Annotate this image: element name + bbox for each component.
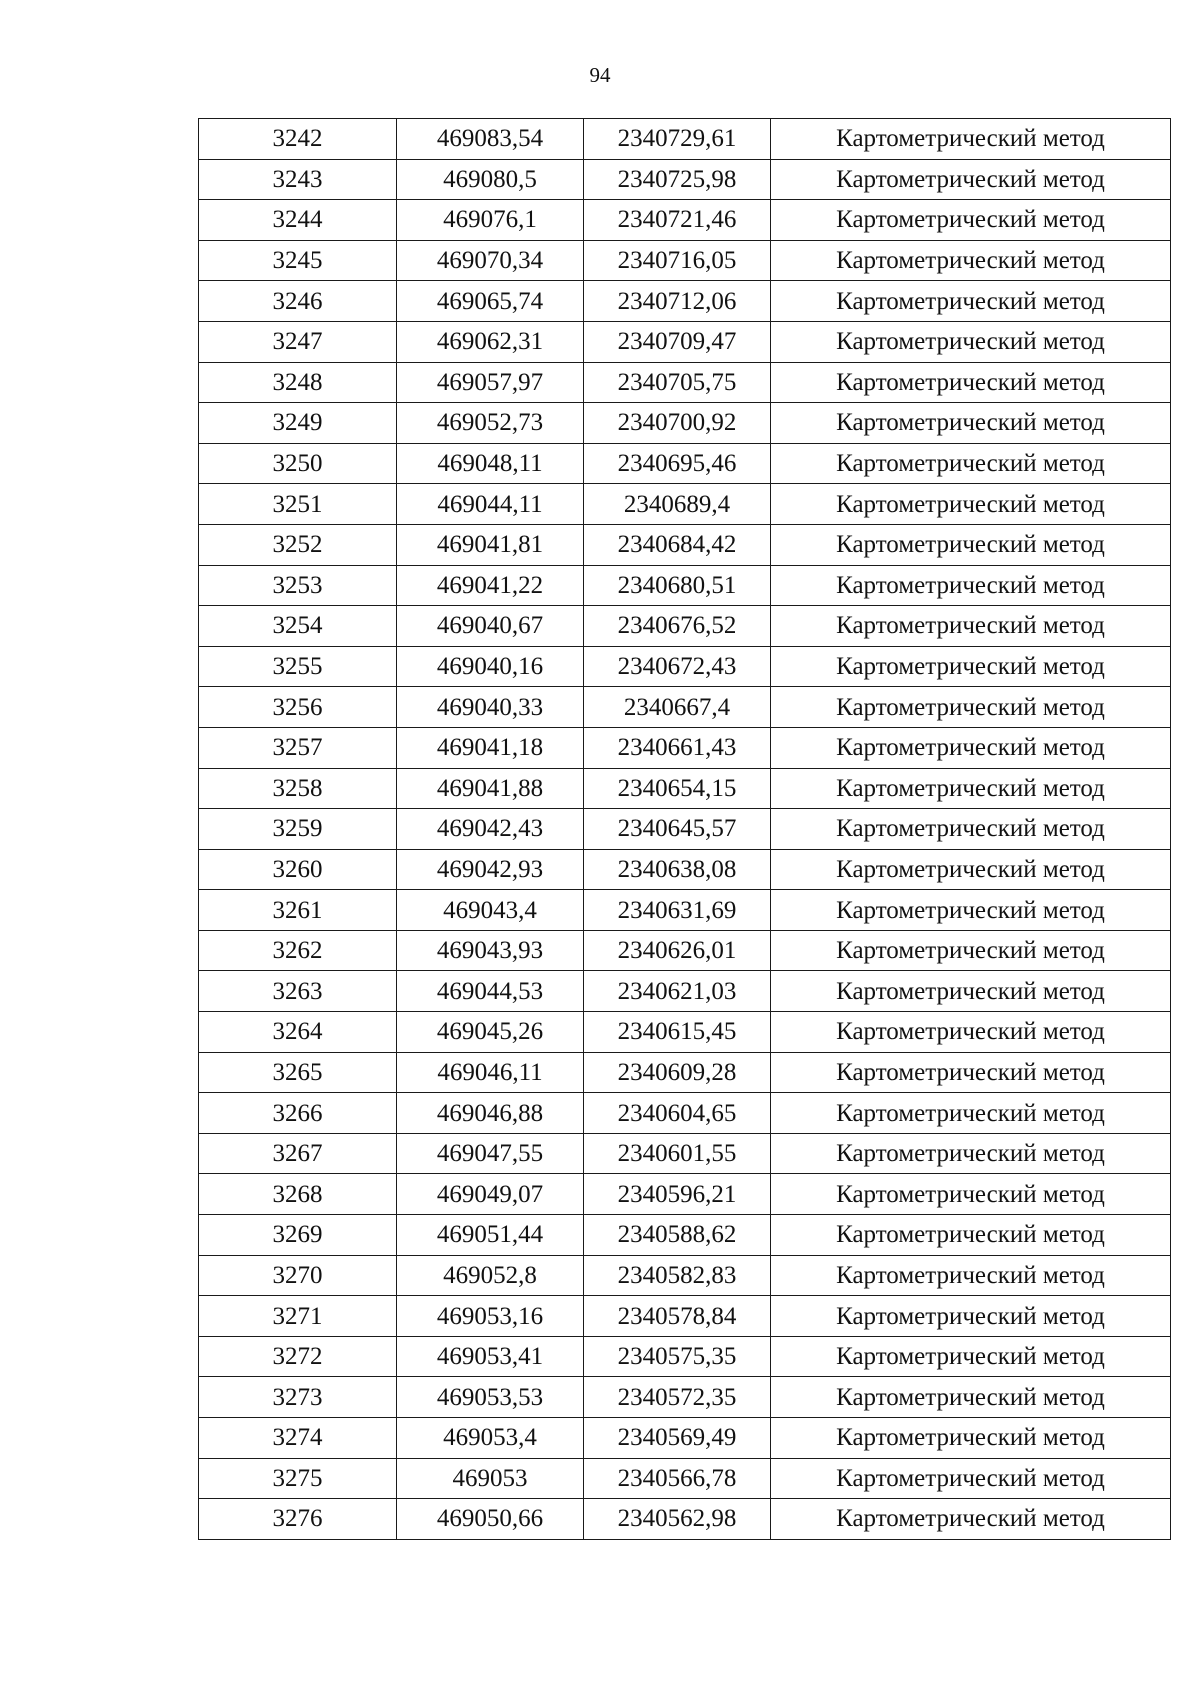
point-number-cell: 3275 bbox=[199, 1458, 397, 1499]
point-number-cell: 3260 bbox=[199, 849, 397, 890]
y-coordinate-cell: 2340645,57 bbox=[584, 809, 771, 850]
table-row bbox=[199, 281, 1171, 322]
method-cell: Картометрический метод bbox=[771, 1133, 1171, 1174]
x-coordinate-cell: 469041,88 bbox=[397, 768, 584, 809]
x-coordinate-cell: 469046,88 bbox=[397, 1093, 584, 1134]
method-cell: Картометрический метод bbox=[771, 443, 1171, 484]
table-row bbox=[199, 1458, 1171, 1499]
method-cell: Картометрический метод bbox=[771, 240, 1171, 281]
x-coordinate-cell: 469083,54 bbox=[397, 119, 584, 160]
point-number-cell: 3266 bbox=[199, 1093, 397, 1134]
y-coordinate-cell: 2340654,15 bbox=[584, 768, 771, 809]
x-coordinate-cell: 469040,16 bbox=[397, 646, 584, 687]
method-cell: Картометрический метод bbox=[771, 1458, 1171, 1499]
method-cell: Картометрический метод bbox=[771, 890, 1171, 931]
point-number-cell: 3272 bbox=[199, 1336, 397, 1377]
x-coordinate-cell: 469052,8 bbox=[397, 1255, 584, 1296]
table-row bbox=[199, 809, 1171, 850]
method-cell: Картометрический метод bbox=[771, 403, 1171, 444]
x-coordinate-cell: 469050,66 bbox=[397, 1499, 584, 1540]
y-coordinate-cell: 2340626,01 bbox=[584, 930, 771, 971]
x-coordinate-cell: 469076,1 bbox=[397, 200, 584, 241]
y-coordinate-cell: 2340572,35 bbox=[584, 1377, 771, 1418]
x-coordinate-cell: 469053,4 bbox=[397, 1418, 584, 1459]
coordinates-table bbox=[198, 118, 1171, 1540]
x-coordinate-cell: 469042,93 bbox=[397, 849, 584, 890]
method-cell: Картометрический метод bbox=[771, 1499, 1171, 1540]
method-cell: Картометрический метод bbox=[771, 1174, 1171, 1215]
y-coordinate-cell: 2340716,05 bbox=[584, 240, 771, 281]
y-coordinate-cell: 2340631,69 bbox=[584, 890, 771, 931]
x-coordinate-cell: 469051,44 bbox=[397, 1215, 584, 1256]
point-number-cell: 3248 bbox=[199, 362, 397, 403]
method-cell: Картометрический метод bbox=[771, 1418, 1171, 1459]
x-coordinate-cell: 469041,81 bbox=[397, 524, 584, 565]
table-row bbox=[199, 1336, 1171, 1377]
y-coordinate-cell: 2340609,28 bbox=[584, 1052, 771, 1093]
point-number-cell: 3244 bbox=[199, 200, 397, 241]
page-number: 94 bbox=[589, 63, 611, 87]
table-row bbox=[199, 849, 1171, 890]
y-coordinate-cell: 2340700,92 bbox=[584, 403, 771, 444]
method-cell: Картометрический метод bbox=[771, 1052, 1171, 1093]
point-number-cell: 3256 bbox=[199, 687, 397, 728]
table-row bbox=[199, 1012, 1171, 1053]
point-number-cell: 3271 bbox=[199, 1296, 397, 1337]
y-coordinate-cell: 2340729,61 bbox=[584, 119, 771, 160]
point-number-cell: 3247 bbox=[199, 321, 397, 362]
x-coordinate-cell: 469045,26 bbox=[397, 1012, 584, 1053]
table-row bbox=[199, 1296, 1171, 1337]
x-coordinate-cell: 469048,11 bbox=[397, 443, 584, 484]
table-row bbox=[199, 768, 1171, 809]
x-coordinate-cell: 469053,53 bbox=[397, 1377, 584, 1418]
method-cell: Картометрический метод bbox=[771, 321, 1171, 362]
table-row bbox=[199, 1255, 1171, 1296]
y-coordinate-cell: 2340661,43 bbox=[584, 727, 771, 768]
method-cell: Картометрический метод bbox=[771, 1093, 1171, 1134]
x-coordinate-cell: 469080,5 bbox=[397, 159, 584, 200]
point-number-cell: 3245 bbox=[199, 240, 397, 281]
method-cell: Картометрический метод bbox=[771, 930, 1171, 971]
y-coordinate-cell: 2340604,65 bbox=[584, 1093, 771, 1134]
point-number-cell: 3265 bbox=[199, 1052, 397, 1093]
method-cell: Картометрический метод bbox=[771, 971, 1171, 1012]
y-coordinate-cell: 2340562,98 bbox=[584, 1499, 771, 1540]
table-row bbox=[199, 930, 1171, 971]
x-coordinate-cell: 469041,22 bbox=[397, 565, 584, 606]
method-cell: Картометрический метод bbox=[771, 687, 1171, 728]
method-cell: Картометрический метод bbox=[771, 524, 1171, 565]
table-row bbox=[199, 200, 1171, 241]
point-number-cell: 3254 bbox=[199, 606, 397, 647]
table-row bbox=[199, 443, 1171, 484]
y-coordinate-cell: 2340569,49 bbox=[584, 1418, 771, 1459]
point-number-cell: 3250 bbox=[199, 443, 397, 484]
method-cell: Картометрический метод bbox=[771, 849, 1171, 890]
point-number-cell: 3261 bbox=[199, 890, 397, 931]
y-coordinate-cell: 2340721,46 bbox=[584, 200, 771, 241]
y-coordinate-cell: 2340680,51 bbox=[584, 565, 771, 606]
method-cell: Картометрический метод bbox=[771, 1296, 1171, 1337]
point-number-cell: 3258 bbox=[199, 768, 397, 809]
x-coordinate-cell: 469053 bbox=[397, 1458, 584, 1499]
table-row bbox=[199, 1377, 1171, 1418]
table-row bbox=[199, 1215, 1171, 1256]
x-coordinate-cell: 469042,43 bbox=[397, 809, 584, 850]
point-number-cell: 3255 bbox=[199, 646, 397, 687]
point-number-cell: 3253 bbox=[199, 565, 397, 606]
table-row bbox=[199, 119, 1171, 160]
table-row bbox=[199, 606, 1171, 647]
method-cell: Картометрический метод bbox=[771, 565, 1171, 606]
table-row bbox=[199, 159, 1171, 200]
point-number-cell: 3263 bbox=[199, 971, 397, 1012]
point-number-cell: 3274 bbox=[199, 1418, 397, 1459]
table-row bbox=[199, 1052, 1171, 1093]
y-coordinate-cell: 2340601,55 bbox=[584, 1133, 771, 1174]
method-cell: Картометрический метод bbox=[771, 1255, 1171, 1296]
method-cell: Картометрический метод bbox=[771, 159, 1171, 200]
point-number-cell: 3243 bbox=[199, 159, 397, 200]
method-cell: Картометрический метод bbox=[771, 484, 1171, 525]
x-coordinate-cell: 469044,11 bbox=[397, 484, 584, 525]
point-number-cell: 3264 bbox=[199, 1012, 397, 1053]
y-coordinate-cell: 2340621,03 bbox=[584, 971, 771, 1012]
x-coordinate-cell: 469040,67 bbox=[397, 606, 584, 647]
method-cell: Картометрический метод bbox=[771, 768, 1171, 809]
x-coordinate-cell: 469062,31 bbox=[397, 321, 584, 362]
x-coordinate-cell: 469053,41 bbox=[397, 1336, 584, 1377]
y-coordinate-cell: 2340575,35 bbox=[584, 1336, 771, 1377]
point-number-cell: 3252 bbox=[199, 524, 397, 565]
table-row bbox=[199, 687, 1171, 728]
point-number-cell: 3251 bbox=[199, 484, 397, 525]
method-cell: Картометрический метод bbox=[771, 119, 1171, 160]
y-coordinate-cell: 2340578,84 bbox=[584, 1296, 771, 1337]
method-cell: Картометрический метод bbox=[771, 646, 1171, 687]
y-coordinate-cell: 2340672,43 bbox=[584, 646, 771, 687]
table-row bbox=[199, 727, 1171, 768]
point-number-cell: 3270 bbox=[199, 1255, 397, 1296]
table-row bbox=[199, 890, 1171, 931]
y-coordinate-cell: 2340709,47 bbox=[584, 321, 771, 362]
table-row bbox=[199, 971, 1171, 1012]
point-number-cell: 3273 bbox=[199, 1377, 397, 1418]
y-coordinate-cell: 2340582,83 bbox=[584, 1255, 771, 1296]
x-coordinate-cell: 469049,07 bbox=[397, 1174, 584, 1215]
x-coordinate-cell: 469044,53 bbox=[397, 971, 584, 1012]
x-coordinate-cell: 469046,11 bbox=[397, 1052, 584, 1093]
y-coordinate-cell: 2340712,06 bbox=[584, 281, 771, 322]
method-cell: Картометрический метод bbox=[771, 727, 1171, 768]
method-cell: Картометрический метод bbox=[771, 606, 1171, 647]
y-coordinate-cell: 2340684,42 bbox=[584, 524, 771, 565]
y-coordinate-cell: 2340689,4 bbox=[584, 484, 771, 525]
y-coordinate-cell: 2340725,98 bbox=[584, 159, 771, 200]
point-number-cell: 3257 bbox=[199, 727, 397, 768]
point-number-cell: 3249 bbox=[199, 403, 397, 444]
method-cell: Картометрический метод bbox=[771, 809, 1171, 850]
point-number-cell: 3267 bbox=[199, 1133, 397, 1174]
table-row bbox=[199, 1133, 1171, 1174]
x-coordinate-cell: 469057,97 bbox=[397, 362, 584, 403]
table-row bbox=[199, 240, 1171, 281]
method-cell: Картометрический метод bbox=[771, 1377, 1171, 1418]
point-number-cell: 3242 bbox=[199, 119, 397, 160]
x-coordinate-cell: 469040,33 bbox=[397, 687, 584, 728]
point-number-cell: 3268 bbox=[199, 1174, 397, 1215]
x-coordinate-cell: 469043,93 bbox=[397, 930, 584, 971]
method-cell: Картометрический метод bbox=[771, 362, 1171, 403]
x-coordinate-cell: 469070,34 bbox=[397, 240, 584, 281]
y-coordinate-cell: 2340596,21 bbox=[584, 1174, 771, 1215]
method-cell: Картометрический метод bbox=[771, 1336, 1171, 1377]
point-number-cell: 3276 bbox=[199, 1499, 397, 1540]
table-row bbox=[199, 1499, 1171, 1540]
y-coordinate-cell: 2340566,78 bbox=[584, 1458, 771, 1499]
x-coordinate-cell: 469047,55 bbox=[397, 1133, 584, 1174]
point-number-cell: 3259 bbox=[199, 809, 397, 850]
method-cell: Картометрический метод bbox=[771, 200, 1171, 241]
y-coordinate-cell: 2340615,45 bbox=[584, 1012, 771, 1053]
table-row bbox=[199, 646, 1171, 687]
x-coordinate-cell: 469052,73 bbox=[397, 403, 584, 444]
x-coordinate-cell: 469041,18 bbox=[397, 727, 584, 768]
table-row bbox=[199, 484, 1171, 525]
point-number-cell: 3262 bbox=[199, 930, 397, 971]
method-cell: Картометрический метод bbox=[771, 1215, 1171, 1256]
table-row bbox=[199, 565, 1171, 606]
point-number-cell: 3246 bbox=[199, 281, 397, 322]
point-number-cell: 3269 bbox=[199, 1215, 397, 1256]
table-row bbox=[199, 1093, 1171, 1134]
x-coordinate-cell: 469065,74 bbox=[397, 281, 584, 322]
table-row bbox=[199, 403, 1171, 444]
x-coordinate-cell: 469053,16 bbox=[397, 1296, 584, 1337]
y-coordinate-cell: 2340695,46 bbox=[584, 443, 771, 484]
table-row bbox=[199, 524, 1171, 565]
table-row bbox=[199, 362, 1171, 403]
method-cell: Картометрический метод bbox=[771, 281, 1171, 322]
y-coordinate-cell: 2340638,08 bbox=[584, 849, 771, 890]
table-row bbox=[199, 1418, 1171, 1459]
table-row bbox=[199, 1174, 1171, 1215]
x-coordinate-cell: 469043,4 bbox=[397, 890, 584, 931]
y-coordinate-cell: 2340676,52 bbox=[584, 606, 771, 647]
table-row bbox=[199, 321, 1171, 362]
y-coordinate-cell: 2340667,4 bbox=[584, 687, 771, 728]
y-coordinate-cell: 2340588,62 bbox=[584, 1215, 771, 1256]
y-coordinate-cell: 2340705,75 bbox=[584, 362, 771, 403]
method-cell: Картометрический метод bbox=[771, 1012, 1171, 1053]
coordinates-table-body bbox=[199, 119, 1171, 1540]
